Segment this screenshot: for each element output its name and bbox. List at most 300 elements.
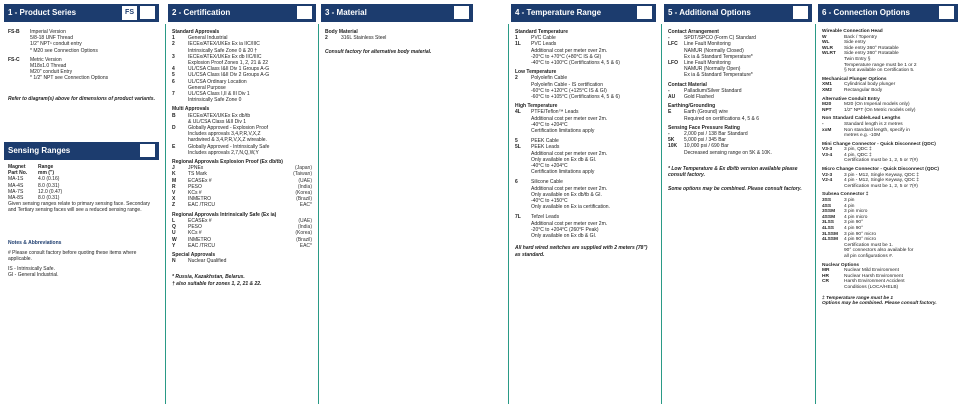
option-line: Nuclear Harsh Environment [844,273,903,279]
section-heading: Sensing Face Pressure Rating [668,124,740,131]
option-code: - [668,35,670,42]
section-heading: Earthing/Grounding [668,103,716,110]
option-description [188,41,312,53]
option-line: NAMUR (Normally Open) [684,66,741,73]
option-region: (India) [297,224,312,231]
abbreviation: IS - Intrinsically Safe. [8,266,55,273]
option-code: L [172,217,176,224]
option-line: Harsh Environment Accident [844,279,905,285]
option-row [668,94,808,100]
option-code: XM1 [822,82,832,88]
option-description: Nuclear Qualified [188,258,227,265]
certification-body [168,22,316,287]
option-code: - [668,87,670,94]
option-code: E [668,109,672,116]
option-line: Certification limitations apply [531,169,595,176]
option-code: 1 [515,35,518,42]
option-row [172,41,312,53]
option-row [172,243,312,249]
option-line: -60°C to +105°C (Certifications 4, 5 & 6) [531,94,620,101]
option-description [188,113,312,125]
option-line: Ex ia & Standard Temperature* [684,72,753,79]
option-code: 6 [515,179,518,186]
option-description [844,108,954,114]
option-line: * M20 see Connection Options [30,47,98,54]
option-row [822,128,954,139]
option-code: Q [172,224,176,231]
option-description [844,237,954,259]
abbreviation: # Please consult factory before quoting these items where applicable. [8,249,137,263]
option-code: J [172,165,175,172]
option-row [668,143,808,155]
option-code: B [172,112,176,119]
code-input-box[interactable] [297,6,312,20]
option-row [325,35,469,41]
option-line: metres e.g. -10M [844,133,881,139]
option-line: 4 pin - M12, Single Keyway, QDC ‡ [844,178,920,184]
option-line: Additional cost per meter over 2m. [531,185,608,192]
section-heading: Mechanical Plunger Options [822,76,887,82]
option-description [188,79,312,91]
code-input-box[interactable] [793,6,808,20]
option-line: Line Fault Monitoring [684,41,731,48]
option-line: NAMUR (Normally Closed) [684,47,744,54]
option-code: 3LSSM [822,231,838,237]
section-title: 3 - Material [325,8,367,17]
option-code: M20 [822,102,832,108]
option-line: IECEx/ATEX/UKEx Ex ia IIC/IIIC [188,41,260,48]
option-line: Side entry 360° Rotatable [844,45,899,51]
option-code: xxM [822,127,832,133]
option-line: M18x1.0 Thread [30,63,67,70]
option-code: MR [822,268,830,274]
option-row [822,178,954,189]
option-description: KCs # [188,230,202,237]
option-code: LFO [668,60,678,67]
note-text: † also suitable for zones 1, 2, 21 & 22. [172,280,262,287]
option-region: (Japan) [295,165,312,172]
option-description [684,143,808,155]
option-line: 3 pin [844,198,855,204]
option-code: 5 [172,72,175,79]
option-code: LFC [668,41,678,48]
option-line: IECEx/ATEX/UKEx Ex db IIC/IIIC [188,53,262,60]
option-line: Imperial Version [30,29,66,35]
option-line: UL/CSA Class I,II & III Div 1 [188,91,250,98]
option-line: Includes approvals 3,4,P,R,V,X,Z [188,131,261,138]
table-cell: MA-8S [8,195,24,202]
option-code: 5 [515,138,518,145]
option-line: 3 pin 90° micro [844,231,877,237]
option-code: V2-4 [822,178,833,184]
option-line: 2,000 psi / 138 Bar Standard [684,131,748,138]
option-line: 90° connectors also available for [844,248,914,254]
option-line: Cylindrical body plunger [844,82,896,88]
option-code: 6 [172,78,175,85]
option-description [188,54,312,66]
section-heading: Regional Approvals Explosion Proof (Ex db/tb) [172,159,283,166]
option-line: General Industrial [188,35,228,42]
option-region: EAC* [299,202,312,209]
option-code: WL [822,40,830,46]
code-input-box[interactable] [140,144,155,158]
option-line: & UL/CSA Class I&II Div 1 [188,118,247,125]
option-description: TS Mark [188,171,207,178]
option-row [515,144,652,175]
option-code: AU [668,94,676,101]
option-code: W [822,34,827,40]
option-line: PEEK Leads [531,144,560,151]
option-code: - [668,131,670,138]
divider [318,24,319,404]
option-line: Additional cost per meter over 2m. [531,150,608,157]
option-region: (UAE) [298,177,312,184]
option-line: all pin configurations #. [844,253,894,259]
section-heading: Body Material [325,29,358,35]
option-line: Globally Approved - Intrinsically Safe [188,143,270,150]
option-region: (Brazil) [296,236,312,243]
option-region: (Brazil) [296,196,312,203]
option-description [684,109,808,121]
option-description [531,214,652,239]
option-description [531,109,652,134]
note-text: ‡ Temperature range must be 1 [822,295,893,301]
option-row [172,144,312,156]
option-line: Additional cost per meter over 2m. [531,220,608,227]
additional-options-body [664,22,812,192]
option-description: KCs # [188,190,202,197]
option-line: 4 pin 90° micro [844,237,877,243]
option-line: Palladium/Silver Standard [684,87,742,94]
option-line: § Not available on Certification 5. [844,68,915,74]
option-code: 2 [172,41,175,48]
header-cell: mm (") [38,170,54,177]
certification-column [168,0,316,410]
option-line: -40°C to +204°C [531,121,568,128]
option-line: Only available on Ex db/tb & GI. [531,191,602,198]
option-line: Intrinsically Safe Zone 0 & 20 † [188,47,258,54]
option-code: NPT [822,107,832,113]
option-description [531,75,652,100]
connection-options-column [818,0,958,410]
option-code: V3-4 [822,152,833,158]
product-series-header [4,4,159,22]
section-title: 6 - Connection Options [822,8,910,17]
connection-options-body [818,22,958,307]
certification-header [168,4,316,22]
header-cell: Part No. [8,170,28,177]
sensing-ranges-column [4,142,159,410]
option-row [668,41,808,60]
option-code: 10K [668,143,678,150]
option-row [515,109,652,134]
header-cell: Range [38,164,54,170]
option-code: 7L [515,214,521,221]
option-row [515,179,652,210]
option-line: Polyolefin Cable - IS certification [531,81,603,88]
divider [815,24,816,404]
section-heading: Standard Approvals [172,29,220,35]
temperature-body [511,22,656,258]
table-cell: 12.0 (0.47) [38,188,63,195]
option-row [172,202,312,208]
option-code: K [172,171,176,178]
note-text: * Russia, Kazakhstan, Belarus. [172,274,245,281]
option-code: 4 [172,66,175,73]
note-text: * Low Temperature & Ex db/tb version available please consult factory. [668,165,798,179]
option-row [822,153,954,164]
code-input-box[interactable] [637,6,652,20]
option-code: 5L [515,144,521,151]
table-cell: MA-1S [8,176,24,183]
option-code: 7 [172,91,175,98]
option-line: Back / Topentry [844,34,877,40]
additional-options-header [664,4,812,22]
option-line: UL/CSA Ordinary Location [188,78,247,85]
option-row [172,79,312,91]
option-code: M [172,177,177,184]
option-code: WLRT [822,51,836,57]
option-line: Globally Approved - Explosion Proof [188,125,269,132]
option-description [30,57,155,82]
option-description [844,128,954,139]
option-region: (UAE) [298,217,312,224]
option-description [684,60,808,79]
table-cell: MA-4S [8,182,24,189]
section-title: 1 - Product Series [8,8,77,17]
option-line: 5/8-18 UNF Thread [30,35,73,42]
section-heading: Wireable Connection Head [822,29,883,34]
option-row [172,113,312,125]
option-description [844,51,954,73]
option-row [172,258,312,264]
option-line: Required on certifications 4, 5 & 6 [684,115,760,122]
option-line: 4 pin 90° [844,226,863,231]
section-heading: Non Standard Cable/Lead Lengths [822,116,901,122]
option-code: U [172,230,176,237]
note-text: Options may be combined. Please consult factory. [822,301,937,307]
option-row [822,51,954,73]
option-row [822,108,954,114]
option-line: PVC Leads [531,41,557,48]
option-line: Only available on Ex ia certification. [531,204,610,211]
option-code: E [172,143,176,150]
section-heading: Nuclear Options [822,262,860,268]
product-series-body [4,22,159,102]
option-line: Only available on Ex db & GI. [531,156,597,163]
table-cell: MA-7S [8,188,24,195]
temperature-header [511,4,656,22]
option-row [8,57,155,82]
option-line: IECEx/ATEX/UKEx Ex db/tb [188,112,251,119]
option-row [668,109,808,121]
option-description: PESO [188,224,202,231]
sensing-note: Given sensing ranges relate to primary sensing face. Secondary and Tertiary sensing faces will see a reduced sensing range. [8,201,151,214]
option-description [844,153,954,164]
option-code: FS-C [8,56,20,63]
option-line: -40°C to +100°C (Certifications 4, 5 & 6) [531,60,620,67]
option-line: 3 pin, QDC ‡ [844,147,872,153]
option-line: PTFE/Teflon™ Leads [531,109,579,116]
option-code: 4LSSM [822,237,838,243]
section-heading: Low Temperature [515,69,557,76]
option-code: CR [822,279,829,285]
sensing-table [8,164,155,201]
option-row [515,214,652,239]
option-description: EAC /TRCU [188,242,215,249]
option-code: 2 [325,35,328,42]
section-heading: Subsea Connector ‡ [822,192,869,198]
option-code: FS-B [8,29,20,35]
temperature-column [511,0,656,410]
option-description: INMETRO [188,196,212,203]
note-text: Some options may be combined. Please consult factory. [668,186,802,193]
option-line: * 1/2" NPT see Connection Options [30,75,109,82]
option-line: Only available on Ex db & GI. [531,233,597,240]
option-line: 1/2" NPT¹ conduit entry [30,41,82,48]
option-line: -20°C to +204°C (260°F Peak) [531,226,599,233]
option-line: Decreased sensing range on 5K & 10K. [684,149,772,156]
option-code: 4SS [822,203,832,209]
option-code: 3LSS [822,220,834,226]
option-code: - [822,121,824,127]
option-description [684,94,808,100]
option-description [684,41,808,60]
option-description [531,179,652,210]
option-line: Additional cost per meter over 2m. [531,47,608,54]
option-line: Non standard length, specify in [844,127,910,133]
code-input-box[interactable] [140,6,155,20]
option-region: (India) [297,183,312,190]
option-code: WLR [822,45,833,51]
option-line: Certification limitations apply [531,128,595,135]
option-description: ECASEx # [188,217,212,224]
option-line: 5,000 psi / 345 Bar [684,137,726,144]
note-text: Refer to diagram(s) above for dimensions of product variants. [8,95,155,102]
option-line: Side entry [844,40,866,46]
option-line: Certification must be 1, 2, 5 or 7(#) [844,158,918,164]
option-row [8,29,155,54]
option-code: V3-3 [822,147,833,153]
option-description [531,41,652,66]
option-code: D [172,125,176,132]
option-row [515,41,652,66]
material-body [321,22,473,56]
header-cell: Magnet [8,164,26,170]
option-line: -40°C to +150°C [531,198,568,205]
option-code: V2-3 [822,172,833,178]
option-line: 4 pin, QDC ‡ [844,152,872,158]
additional-options-column [664,0,812,410]
option-description [188,91,312,103]
section-heading: Contact Material [668,81,707,88]
option-line: 1/2" NPT (On Metric models only) [844,107,916,113]
note-text: Consult factory for alternative body material. [325,49,432,56]
option-line: Tefzel Leads [531,214,560,221]
option-line: 4 pin [844,203,855,209]
option-code: 1L [515,41,521,48]
option-description: EAC /TRCU [188,202,215,209]
option-code: 3SS [822,198,832,204]
option-line: Twin Entry § [844,56,871,62]
option-code: W [172,236,177,243]
option-line: hardwired & 3,4,P,R,V,X,Z wireable. [188,137,267,144]
option-code: 4LSS [822,226,834,231]
option-region: (Korea) [295,190,312,197]
option-row [668,60,808,79]
option-line: Nuclear Mild Environment [844,268,899,274]
option-line: Certification must be 1, 2, 5 or 7(#) [844,183,918,189]
option-line: Polyolefin Cable [531,75,568,82]
option-code: XM2 [822,87,832,93]
abbreviations-title: Notes & Abbreviations [8,239,62,246]
code-input-box[interactable] [939,6,954,20]
material-column [321,0,473,410]
connection-options-header [818,4,958,22]
option-description: PESO [188,183,202,190]
divider [165,24,166,404]
option-line: Rectangular Body [844,87,883,93]
option-code: Y [172,242,176,249]
section-heading: Multi Approvals [172,106,210,113]
option-line: Certification must be 1. [844,242,894,248]
option-description: ECASEx # [188,177,212,184]
option-line: Line Fault Monitoring [684,60,731,67]
option-row [172,91,312,103]
option-line: 10,000 psi / 690 Bar [684,143,729,150]
section-heading: Standard Temperature [515,29,568,35]
option-line: Intrinsically Safe Zone 0 [188,97,242,104]
option-row [822,279,954,290]
option-description [188,125,312,144]
option-description [531,144,652,175]
option-description: INMETRO [188,236,212,243]
option-line: M20 (On Imperial models only) [844,102,910,108]
section-title: 5 - Additional Options [668,8,751,17]
option-line: -20°C to +70°C (+80°C IS & GI) [531,53,602,60]
option-code: X [172,196,176,203]
option-line: Additional cost per meter over 2m. [531,115,608,122]
option-code: 4SSM [822,214,836,220]
divider [661,24,662,404]
note-text: All hard wired switches are supplied with 2 meters (78") as standard. [515,245,648,258]
option-code: 3SSM [822,209,836,215]
section-heading: Micro Change Connector - Quick Disconnect (QDC) [822,167,940,173]
section-heading: Special Approvals [172,251,216,258]
table-cell: 4.0 (0.16) [38,176,60,183]
option-line: SPDT/SPCO (Form C) Standard [684,35,756,42]
option-code: 4L [515,109,521,116]
option-region: (Taiwan) [293,171,312,178]
option-line: Earth (Ground) wire [684,109,728,116]
option-line: Gold Flashed [684,94,714,101]
option-code: R [172,183,176,190]
option-code: N [172,258,176,265]
code-input-box[interactable] [454,6,469,20]
section-heading: Contact Arrangement [668,29,719,35]
option-line: Temperature range must be 1 or 2 [844,62,917,68]
section-heading: High Temperature [515,103,558,110]
option-row [822,88,954,94]
option-line: -40°C to +204°C [531,163,568,170]
option-line: M20" conduit Entry [30,69,73,76]
option-line: Side entry 360° Rotatable [844,51,899,57]
option-line: Standard length is 2 metres [844,121,903,127]
option-line: Conditions (LOCA/HELB) [844,284,899,290]
option-line: UL/CSA Class I&II Div 1 Groups A-G [188,66,270,73]
option-description: JPNEx [188,165,204,172]
option-description [30,29,155,54]
